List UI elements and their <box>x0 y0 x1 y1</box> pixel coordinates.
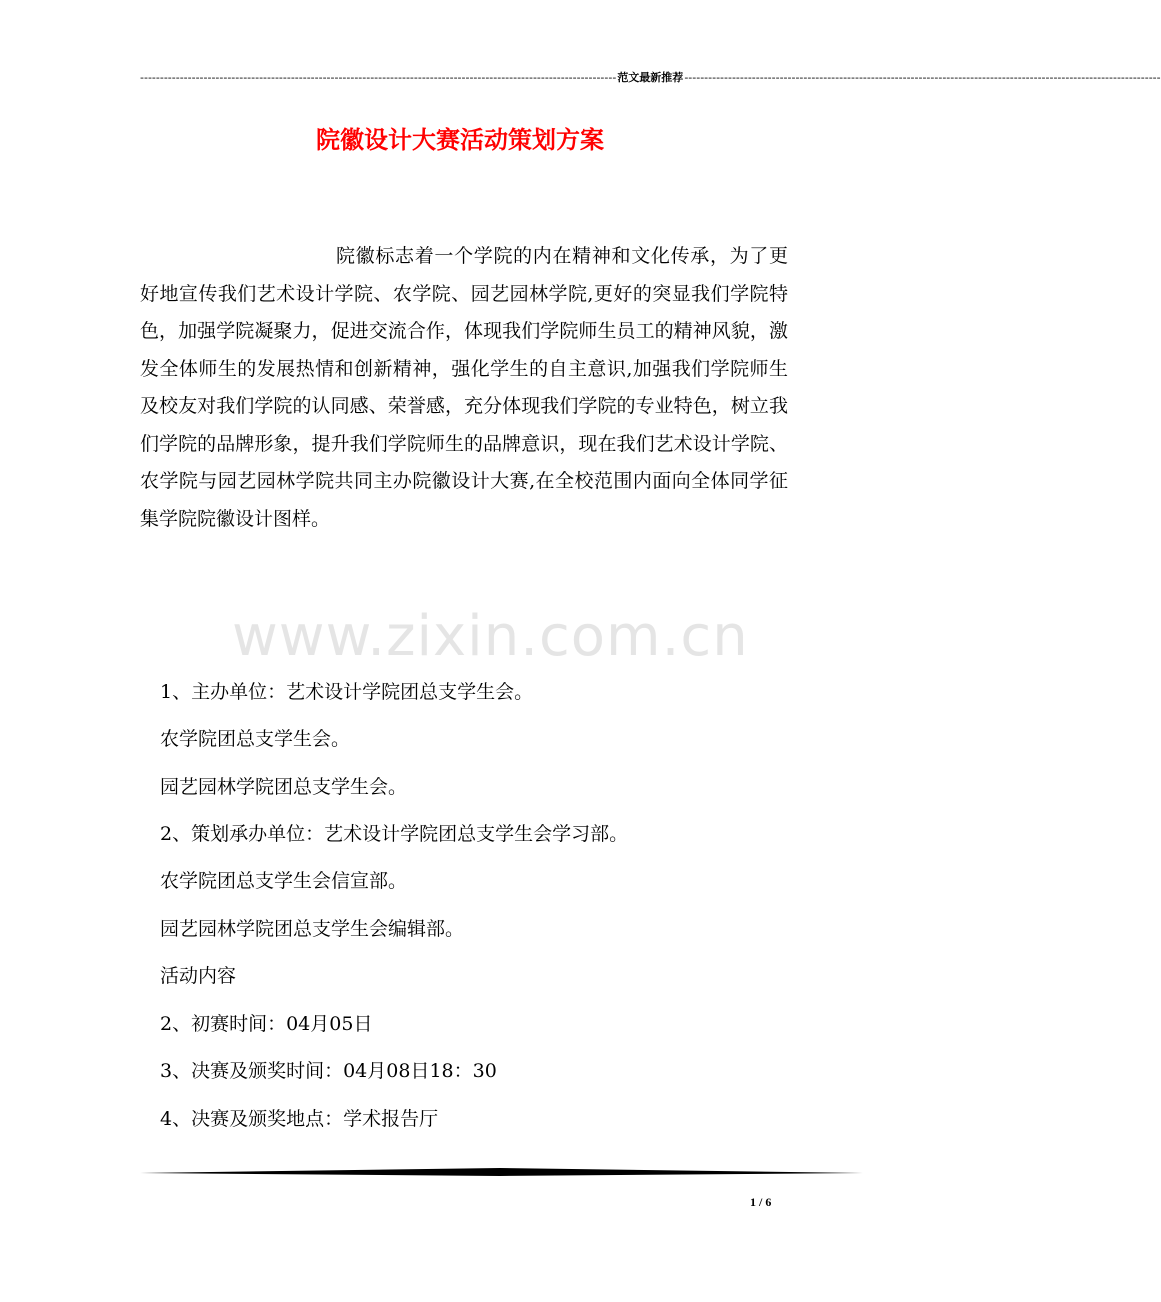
list-item: 园艺园林学院团总支学生会编辑部。 <box>160 918 465 940</box>
header-right-dashes: ------------------------------------------------------------------------------------------------------------------------ <box>684 71 1161 84</box>
watermark: www.zixin.com.cn <box>232 604 749 669</box>
footer-rule <box>140 1168 863 1178</box>
header-left-dashes: ------------------------------------------------------------------------------------------------------------------------ <box>140 71 617 84</box>
intro-paragraph: 院徽标志着一个学院的内在精神和文化传承，为了更好地宣传我们艺术设计学院、农学院、园艺园林学院,更好的突显我们学院特色，加强学院凝聚力，促进交流合作，体现我们学院师生员工的精神风貌，激发全体师生的发展热情和创新精神，强化学生的自主意识,加强我们学院师生及校友对我们学院的认同感、荣誉感，充分体现我们学院的专业特色，树立我们学院的品牌形象，提升我们学院师生的品牌意识，现在我们艺术设计学院、农学院与园艺园林学院共同主办院徽设计大赛,在全校范围内面向全体同学征集学院院徽设计图样。 <box>140 245 788 530</box>
section-heading: 活动内容 <box>160 965 237 987</box>
header-label: 范文最新推荐 <box>617 71 684 84</box>
list-item: 4、决赛及颁奖地点：学术报告厅 <box>160 1108 439 1130</box>
list-item: 园艺园林学院团总支学生会。 <box>160 776 408 798</box>
page-number: 1 / 6 <box>750 1195 772 1209</box>
page-header <box>140 70 1161 86</box>
list-item: 农学院团总支学生会。 <box>160 728 351 750</box>
document-title: 院徽设计大赛活动策划方案 <box>316 125 604 154</box>
list-item: 2、策划承办单位：艺术设计学院团总支学生会学习部。 <box>160 823 629 845</box>
list-item: 3、决赛及颁奖时间：04月08日18：30 <box>160 1060 497 1082</box>
list-item: 农学院团总支学生会信宣部。 <box>160 870 408 892</box>
list-item: 2、初赛时间：04月05日 <box>160 1013 373 1035</box>
list-item: 1、主办单位：艺术设计学院团总支学生会。 <box>160 681 534 703</box>
